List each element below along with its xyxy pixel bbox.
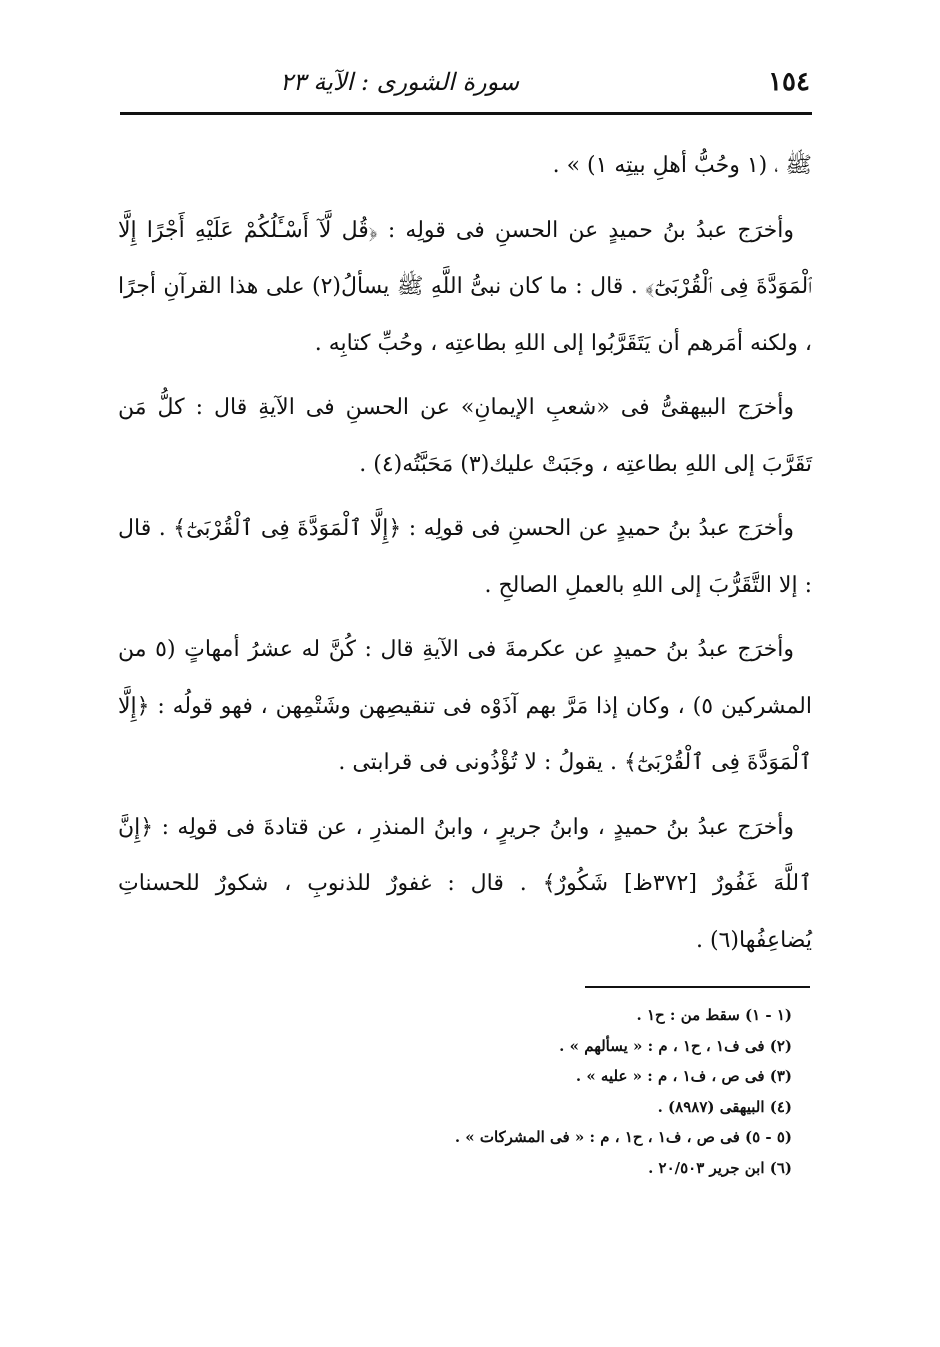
main-text — [118, 138, 812, 977]
page-header — [120, 62, 810, 102]
page-number: ١٥٤ — [768, 67, 810, 97]
paragraph-continuation: ﷺ ، (١ وحُبُّ أهلِ بيتِه ١) » . — [552, 153, 812, 178]
paragraph: وأخرَج البيهقىُّ فى «شعبِ الإيمانِ» عن الحسنِ فى الآيةِ قال : كلُّ مَن تَقَرَّبَ إلى اللهِ بطاعتِه ، وجَبَتْ عليك(٣) مَحَبَّتُه(٤) . — [118, 395, 812, 477]
footnote: (٢) فى ف١ ، ح١ ، م : « يسألهم » . — [559, 1036, 792, 1055]
paragraph: وأخرَج عبدُ بنُ حميدٍ عن الحسنِ فى قولِه : ﴿قُل لَّآ أَسْـَٔلُكُمْ عَلَيْهِ أَجْرًا إِلَّا ٱلْمَوَدَّةَ فِى ٱلْقُرْبَىٰٓ﴾ . قال : ما كان نبىُّ اللَّهِ ﷺ يسألُ(٢) على هذا القرآنِ أجرًا ، ولكنه أمَرهم أن يَتَقَرَّبُوا إلى اللهِ بطاعتِه ، وحُبِّ كتابِه . — [118, 217, 812, 356]
paragraph: وأخرَج عبدُ بنُ حميدٍ عن عكرمةَ فى الآيةِ قال : كُنَّ له عشرُ أمهاتٍ (٥ من المشركين ٥) ، وكان إذا مَرَّ بهم آذَوْه فى تنقيصِهن وشَتْمِهن ، فهو قولُه : ﴿إِلَّا ٱلْمَوَدَّةَ فِى ٱلْقُرْبَىٰٓ﴾ . يقولُ : لا تُؤْذُونى فى قرابتى . — [118, 637, 812, 775]
footnote: (١ - ١) سقط من : ح١ . — [636, 1006, 792, 1024]
paragraph: وأخرَج عبدُ بنُ حميدٍ عن الحسنِ فى قولِه : ﴿إِلَّا ٱلْمَوَدَّةَ فِى ٱلْقُرْبَىٰٓ﴾ . قال : إلا التَّقَرُّبَ إلى اللهِ بالعملِ الصالحِ . — [118, 516, 812, 598]
footnote-rule — [585, 986, 810, 988]
header-rule — [120, 112, 812, 115]
footnote: (٦) ابن جرير ٢٠/٥٠٣ . — [648, 1158, 792, 1177]
footnote: (٥ - ٥) فى ص ، ف١ ، ح١ ، م : « فى المشركات » . — [454, 1128, 792, 1146]
footnote: (٣) فى ص ، ف١ ، م : « عليه » . — [575, 1067, 792, 1085]
running-head: سورة الشورى : الآية ٢٣ — [280, 68, 520, 96]
footnote: (٤) البيهقى (٨٩٨٧) . — [657, 1097, 792, 1116]
footnotes — [292, 1000, 792, 1183]
paragraph: وأخرَج عبدُ بنُ حميدٍ ، وابنُ جريرٍ ، وابنُ المنذرِ ، عن قتادةَ فى قولِه : ﴿إِنَّ ٱللَّهَ غَفُورٌ [٣٧٢ظ] شَكُورٌ﴾ . قال : غفورٌ للذنوبِ ، شكورٌ للحسناتِ يُضاعِفُها(٦) . — [118, 814, 812, 953]
